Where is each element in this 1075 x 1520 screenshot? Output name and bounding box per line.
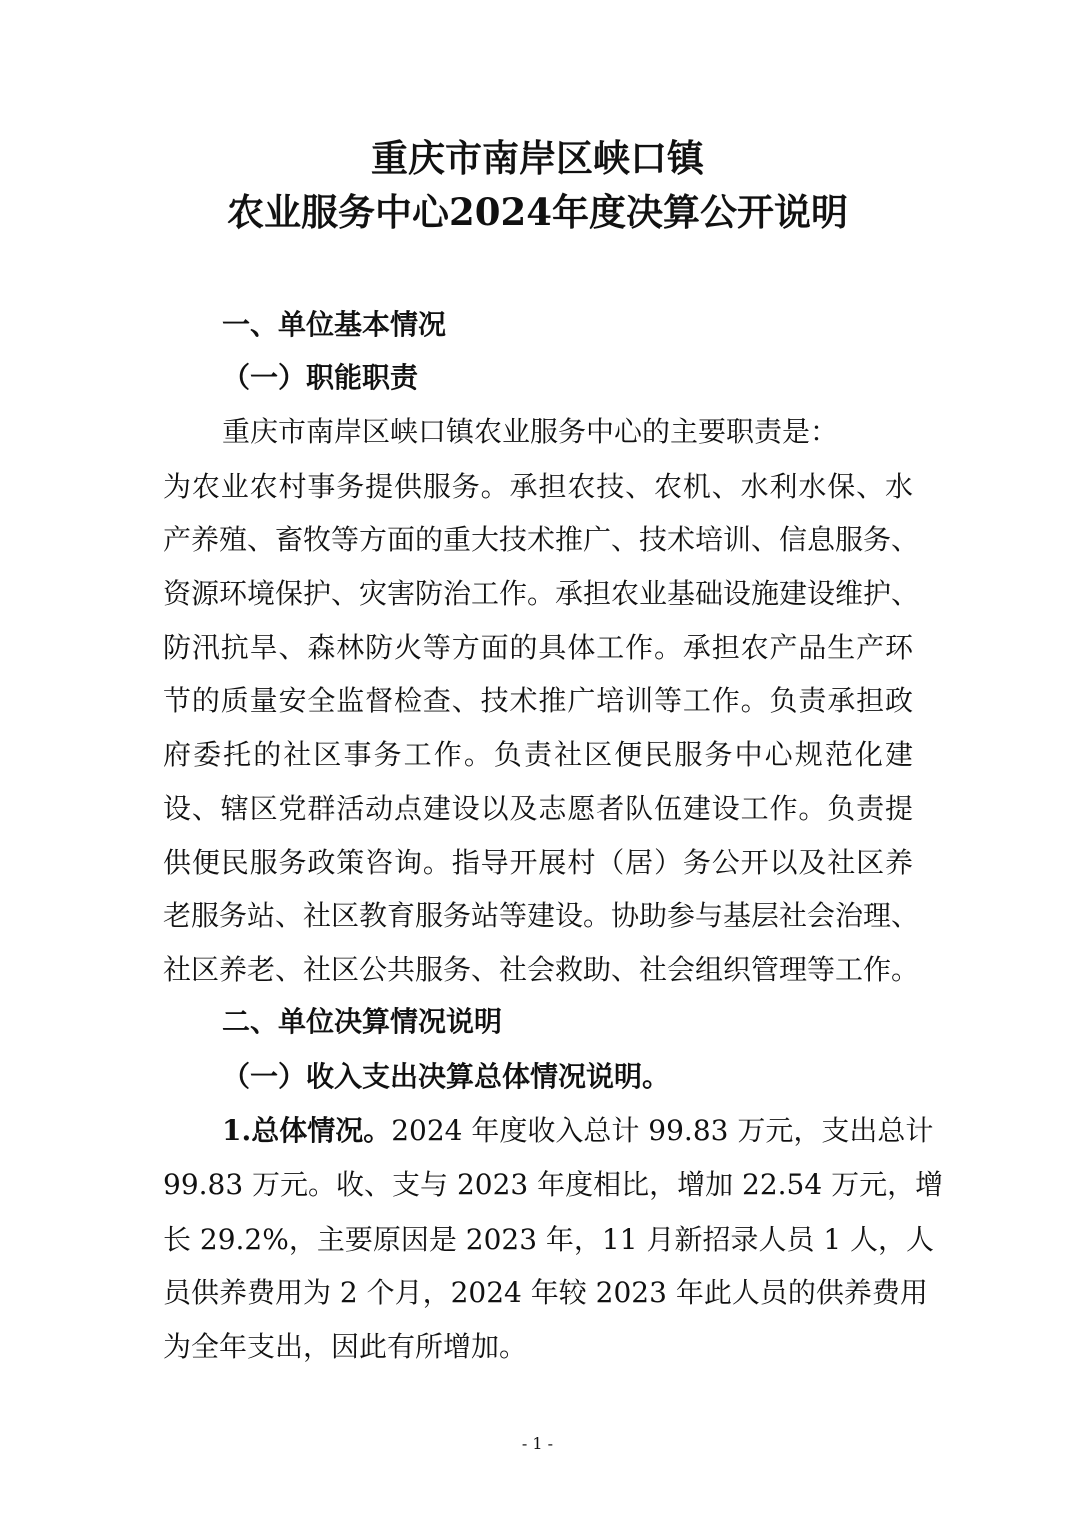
subsection-heading: （一）职能职责	[222, 361, 419, 394]
body-line: 设、辖区党群活动点建设以及志愿者队伍建设工作。负责提	[163, 792, 913, 825]
body-line: 重庆市南岸区峡口镇农业服务中心的主要职责是：	[222, 415, 839, 448]
body-line: 府委托的社区事务工作。负责社区便民服务中心规范化建	[163, 738, 913, 771]
section-heading: 二、单位决算情况说明	[222, 1005, 503, 1038]
body-line: 老服务站、社区教育服务站等建设。协助参与基层社会治理、	[163, 899, 920, 932]
body-line: 防汛抗旱、森林防火等方面的具体工作。承担农产品生产环	[163, 631, 913, 664]
document-title-line1: 重庆市南岸区峡口镇	[371, 136, 704, 180]
section-heading: 一、单位基本情况	[222, 308, 447, 341]
body-line: 资源环境保护、灾害防治工作。承担农业基础设施建设维护、	[163, 577, 920, 610]
body-line: 员供养费用为 2 个月，2024 年较 2023 年此人员的供养费用	[163, 1276, 928, 1309]
document-title-line2: 农业服务中心2024年度决算公开说明	[227, 190, 848, 234]
body-line	[222, 1111, 934, 1151]
subsection-heading: （一）收入支出决算总体情况说明。	[222, 1060, 671, 1093]
body-line: 供便民服务政策咨询。指导开展村（居）务公开以及社区养	[163, 846, 913, 879]
body-line: 产养殖、畜牧等方面的重大技术推广、技术培训、信息服务、	[163, 523, 920, 556]
body-line: 99.83 万元。收、支与 2023 年度相比，增加 22.54 万元，增	[163, 1168, 944, 1201]
page-number: - 1 -	[521, 1434, 554, 1453]
body-line: 长 29.2%，主要原因是 2023 年，11 月新招录人员 1 人，人	[163, 1223, 935, 1256]
paragraph-lead: 1.总体情况。	[222, 1114, 392, 1147]
body-line: 社区养老、社区公共服务、社会救助、社会组织管理等工作。	[163, 953, 920, 986]
body-line: 为农业农村事务提供服务。承担农技、农机、水利水保、水	[163, 470, 913, 503]
body-line: 为全年支出，因此有所增加。	[163, 1330, 528, 1363]
body-text: 2024 年度收入总计 99.83 万元，支出总计	[391, 1114, 934, 1147]
body-line: 节的质量安全监督检查、技术推广培训等工作。负责承担政	[163, 684, 913, 717]
